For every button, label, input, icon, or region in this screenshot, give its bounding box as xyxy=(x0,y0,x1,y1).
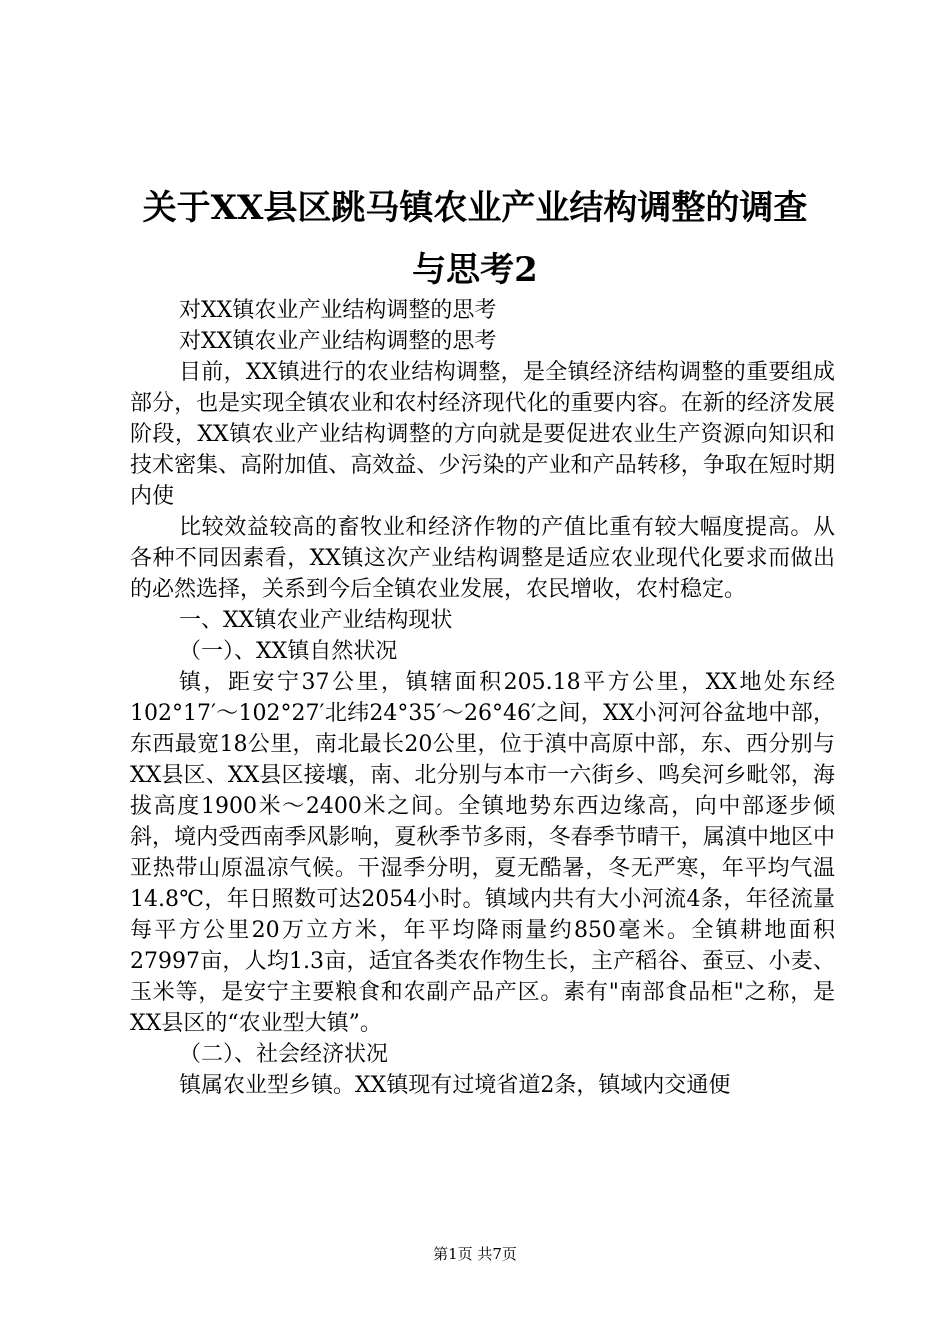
section-heading: 一、XX镇农业产业结构现状 xyxy=(179,608,453,633)
subsection-heading: （一）、XX镇自然状况 xyxy=(179,639,398,664)
document-body xyxy=(130,295,835,1101)
paragraph: 目前，XX镇进行的农业结构调整，是全镇经济结构调整的重要组成部分，也是实现全镇农业和农村经济现代化的重要内容。在新的经济发展阶段，XX镇农业产业结构调整的方向就是要促进农业生产资源向知识和技术密集、高附加值、高效益、少污染的产业和产品转移，争取在短时期内使 xyxy=(130,360,835,509)
subsection-heading: （二）、社会经济状况 xyxy=(179,1042,389,1067)
paragraph: 比较效益较高的畜牧业和经济作物的产值比重有较大幅度提高。从各种不同因素看，XX镇这次产业结构调整是适应农业现代化要求而做出的必然选择，关系到今后全镇农业发展，农民增收，农村稳定。 xyxy=(130,515,835,602)
page-number-footer: 第1页 共7页 xyxy=(433,1245,517,1263)
document-title-line-1: 关于XX县区跳马镇农业产业结构调整的调查 xyxy=(142,188,808,228)
paragraph: 镇，距安宁37公里，镇辖面积205.18平方公里，XX地处东经102°17′～102°27′北纬24°35′～26°46′之间，XX小河河谷盆地中部，东西最宽18公里，南北最长20公里，位于滇中高原中部，东、西分别与XX县区、XX县区接壤，南、北分别与本市一六街乡、鸣矣河乡毗邻，海拔高度1900米～2400米之间。全镇地势东西边缘高，向中部逐步倾斜，境内受西南季风影响，夏秋季节多雨，冬春季节晴干，属滇中地区中亚热带山原温凉气候。干湿季分明，夏无酷暑，冬无严寒，年平均气温14.8℃，年日照数可达2054小时。镇域内共有大小河流4条，年径流量每平方公里20万立方米，年平均降雨量约850毫米。全镇耕地面积27997亩，人均1.3亩，适宜各类农作物生长，主产稻谷、蚕豆、小麦、玉米等，是安宁主要粮食和农副产品产区。素有"南部食品柜"之称，是XX县区的“农业型大镇”。 xyxy=(130,670,835,1036)
paragraph: 对XX镇农业产业结构调整的思考 xyxy=(179,298,497,323)
document-title-line-2: 与思考2 xyxy=(412,250,538,290)
paragraph: 镇属农业型乡镇。XX镇现有过境省道2条，镇域内交通便 xyxy=(179,1073,731,1098)
paragraph: 对XX镇农业产业结构调整的思考 xyxy=(179,329,497,354)
